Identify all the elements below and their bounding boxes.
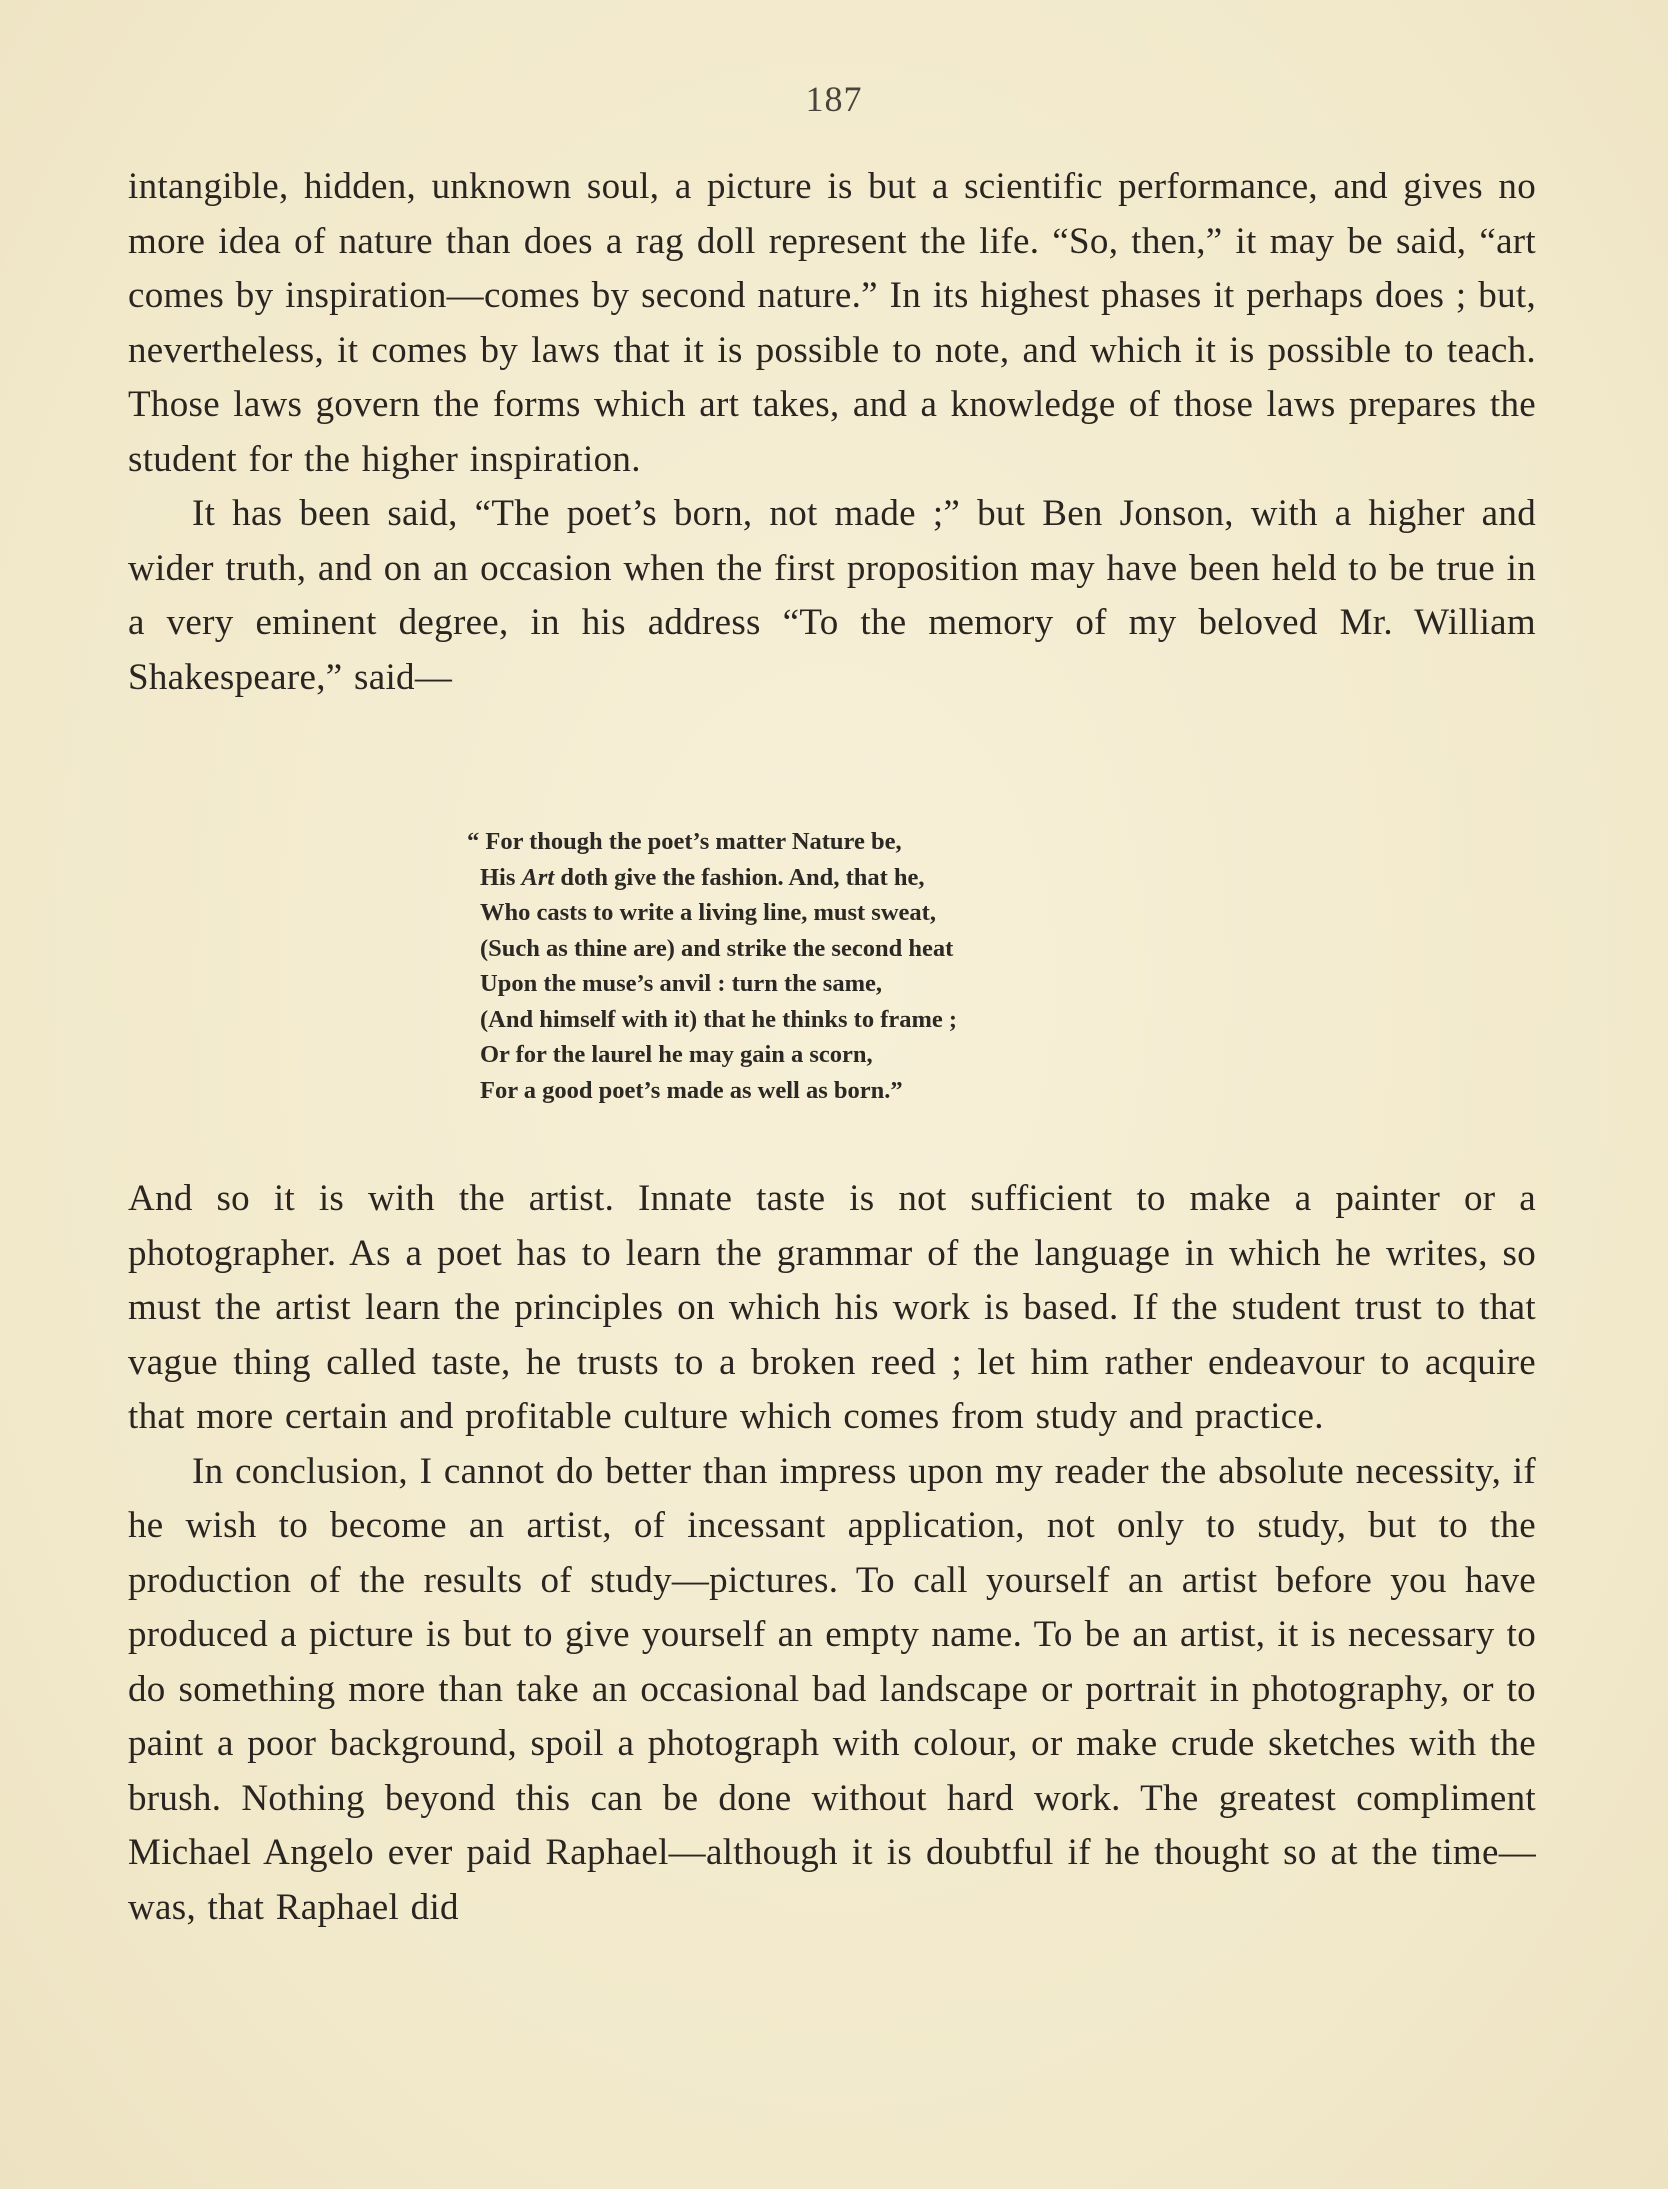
quote-text: doth give the fashion. And, that he, [554,863,925,891]
paragraph-poets-born: It has been said, “The poet’s born, not made ;” but Ben Jonson, with a higher and wider truth, and on an occasion when the first proposition may have been held to be true in a very eminent degree, in his address “To the memory of my beloved Mr. William Shakespeare,” said— [128,493,1536,698]
text-block-top [128,160,1536,705]
quote-text: His [480,863,522,891]
quote-line: (And himself with it) that he thinks to frame ; [480,1005,958,1033]
quote-line [480,860,1200,896]
quote-line: Or for the laurel he may gain a scorn, [480,1041,873,1068]
quote-line: Upon the muse’s anvil : turn the same, [480,970,882,997]
quote-line: (Such as thine are) and strike the second heat [480,934,954,962]
quote-emphasis: Art [521,863,555,891]
quote-line: “ For though the poet’s matter Nature be, [467,828,902,855]
text-block-bottom [128,1172,1536,1935]
paragraph-intangible-soul: intangible, hidden, unknown soul, a picture is but a scientific performance, and gives no more idea of nature than does a rag doll represent the life. “So, then,” it may be said, “art comes by inspiration—comes by second nature.” In its highest phases it perhaps does ; but, nevertheless, it comes by laws that it is possible to note, and which it is possible to teach. Those laws govern the forms which art takes, and a knowledge of those laws prepares the student for the higher inspiration. [128,166,1536,480]
paragraph-artist-taste: And so it is with the artist. Innate taste is not sufficient to make a painter or a photographer. As a poet has to learn the grammar of the language in which he writes, so must the artist learn the principles on which his work is based. If the student trust to that vague thing called taste, he trusts to a broken reed ; let him rather endeavour to acquire that more certain and profitable culture which comes from study and practice. [128,1178,1536,1437]
quote-line: For a good poet’s made as well as born.” [480,1076,903,1104]
page-number: 187 [805,79,863,119]
quote-line: Who casts to write a living line, must sweat, [480,899,936,926]
ben-jonson-quotation [467,824,1200,1108]
paragraph-conclusion: In conclusion, I cannot do better than impress upon my reader the absolute necessity, if he wish to become an artist, of incessant application, not only to study, but to the production of the results of study—pictures. To call yourself an artist before you have produced a picture is but to give yourself an empty name. To be an artist, it is necessary to do something more than take an occasional bad landscape or portrait in photography, or to paint a poor background, spoil a photograph with colour, or make crude sketches with the brush. Nothing beyond this can be done without hard work. The greatest compliment Michael Angelo ever paid Raphael—although it is doubtful if he thought so at the time—was, that Raphael did [128,1450,1536,1928]
